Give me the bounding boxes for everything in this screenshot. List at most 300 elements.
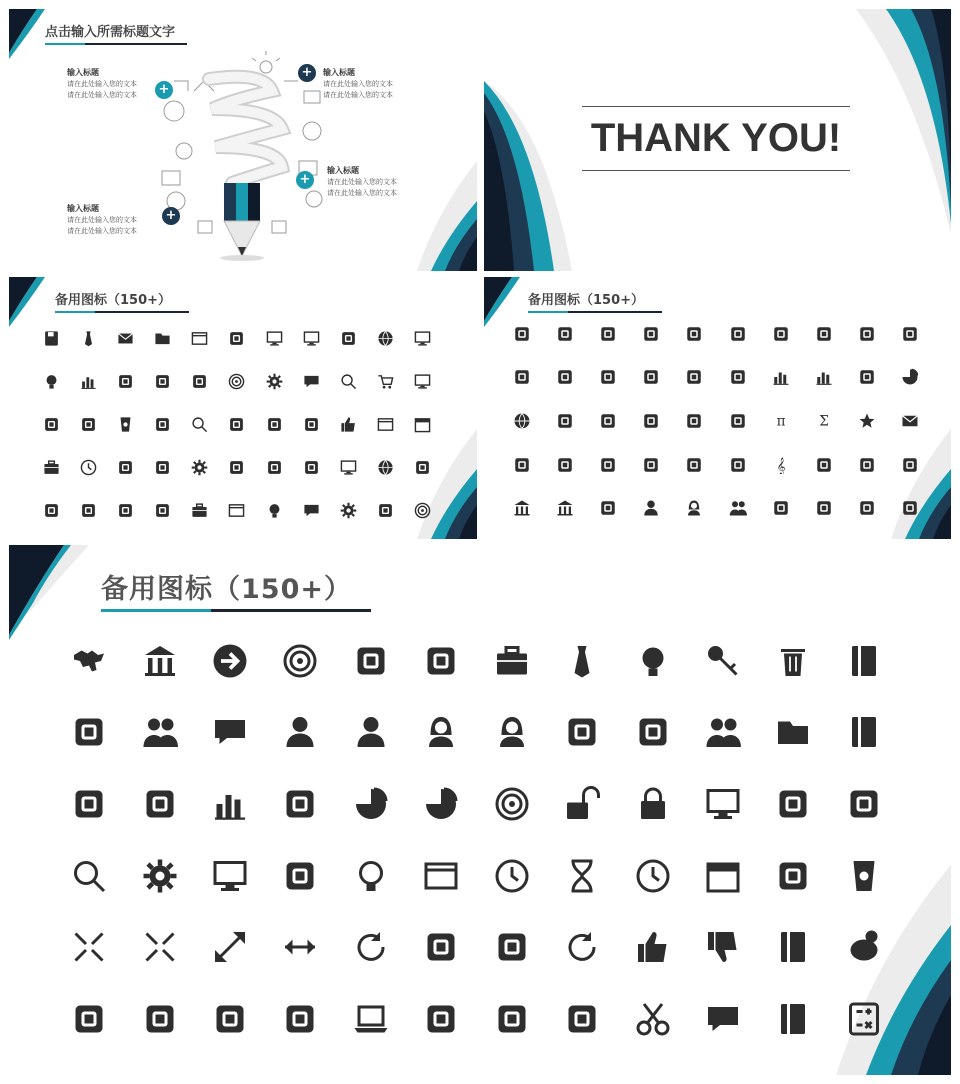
target-icon <box>404 489 441 532</box>
growth-chart-icon <box>265 768 335 840</box>
thumbs-down-icon <box>688 912 758 984</box>
edit-doc-icon <box>218 403 255 446</box>
desk-lamp-icon-glyph <box>212 1001 248 1037</box>
brain-icon-glyph <box>685 412 703 430</box>
id-card-2-icon <box>617 697 687 769</box>
award-icon-glyph <box>858 499 876 517</box>
student-desk-icon-glyph <box>772 499 790 517</box>
set-square-icon-glyph <box>815 325 833 343</box>
callout-heading: 输入标题 <box>323 68 355 77</box>
folder-open-icon <box>758 697 828 769</box>
desk-lamp-icon <box>195 983 265 1055</box>
search-doc-icon-glyph <box>340 373 357 390</box>
bulb-icon-glyph <box>43 373 60 390</box>
telescope-icon <box>500 443 543 487</box>
mouse-icon-glyph <box>282 1001 318 1037</box>
drag-icon-glyph <box>494 929 530 965</box>
puzzle-icon <box>336 625 406 697</box>
pie-chart-2-icon-glyph <box>423 786 459 822</box>
castle-icon-glyph <box>599 499 617 517</box>
bar-chart-icon <box>195 768 265 840</box>
pi-icon <box>759 399 802 443</box>
globe-icon <box>500 399 543 443</box>
monitor-icon <box>256 317 293 360</box>
briefcase-icon <box>476 625 546 697</box>
callout-bottom-left <box>67 203 177 237</box>
award-icon <box>846 486 889 530</box>
image-icon <box>218 489 255 532</box>
slide-2[interactable] <box>484 9 951 271</box>
clock-icon-glyph <box>80 459 97 476</box>
callout-heading: 输入标题 <box>67 204 99 213</box>
magnifier-icon-glyph <box>191 416 208 433</box>
test-tube-icon-glyph <box>513 368 531 386</box>
certificate-icon-glyph <box>901 499 919 517</box>
pie-icon <box>889 356 932 400</box>
gear-search-icon-glyph <box>340 502 357 519</box>
certificate-doc-icon-glyph <box>564 1001 600 1037</box>
slide-5[interactable] <box>9 545 951 1075</box>
slide-1[interactable] <box>9 9 477 271</box>
arrow-circle-icon-glyph <box>212 643 248 679</box>
browser-gear-icon <box>181 317 218 360</box>
sigma-icon <box>802 399 845 443</box>
abacus-icon <box>889 312 932 356</box>
glasses-icon-glyph <box>154 416 171 433</box>
woman-glasses-icon-glyph <box>494 714 530 750</box>
board-chart-icon-glyph <box>142 786 178 822</box>
callout-text: 请在此处输入您的文本 <box>327 178 397 186</box>
pencils-icon-glyph <box>117 373 134 390</box>
puzzle-icon-glyph <box>353 643 389 679</box>
callout-text: 请在此处输入您的文本 <box>67 216 137 224</box>
reader-icon-glyph <box>729 456 747 474</box>
speaker-podium-icon-glyph <box>71 714 107 750</box>
callout-top-left <box>67 67 177 101</box>
newspaper-icon <box>406 625 476 697</box>
bulb-outline-icon-glyph <box>353 858 389 894</box>
slide-title: 备用图标（150+） <box>528 293 645 308</box>
bulb-icon-glyph <box>635 643 671 679</box>
person-chat-icon <box>195 697 265 769</box>
cloud-monitor-icon <box>404 317 441 360</box>
person-chat-icon-glyph <box>303 502 320 519</box>
smartphone-icon-glyph <box>80 502 97 519</box>
bulb-idea-icon-glyph <box>266 502 283 519</box>
lock-icon-glyph <box>635 786 671 822</box>
sun-icon-glyph <box>599 456 617 474</box>
compass-icon-glyph <box>858 325 876 343</box>
gears-icon-glyph <box>142 858 178 894</box>
protractor-icon-glyph <box>772 325 790 343</box>
girl-icon <box>673 486 716 530</box>
network-icon <box>293 403 330 446</box>
ruler-icon <box>716 312 759 356</box>
violin-icon-glyph <box>815 456 833 474</box>
violin-icon <box>802 443 845 487</box>
rotate-hand-icon-glyph <box>564 929 600 965</box>
speaker-podium-icon <box>54 697 124 769</box>
line-chart-icon <box>404 446 441 489</box>
growth-chart-icon-glyph <box>282 786 318 822</box>
calendar-20-icon <box>688 840 758 912</box>
vending-icon <box>829 768 899 840</box>
microscope-icon-glyph <box>642 412 660 430</box>
coffee-cup-icon-glyph <box>846 858 882 894</box>
flask-icon <box>543 356 586 400</box>
sine-icon-glyph <box>599 325 617 343</box>
sigma-icon-glyph <box>815 412 833 430</box>
edit-doc-icon-glyph <box>228 416 245 433</box>
museum-icon-glyph <box>513 499 531 517</box>
credit-card-icon <box>256 446 293 489</box>
thank-you-banner <box>582 106 850 171</box>
piggy-bank-icon-glyph <box>846 929 882 965</box>
building-icon <box>124 625 194 697</box>
slide-title: 备用图标（150+） <box>55 293 172 308</box>
id-card-icon <box>547 697 617 769</box>
tie-icon <box>70 317 107 360</box>
lock-icon <box>617 768 687 840</box>
sun-icon <box>586 443 629 487</box>
planner-icon-glyph <box>775 1001 811 1037</box>
router-icon <box>107 489 144 532</box>
slide-4[interactable] <box>484 277 951 539</box>
hourglass-icon <box>547 840 617 912</box>
tie-icon <box>547 625 617 697</box>
compass-rose-icon <box>586 399 629 443</box>
slide-title: 备用图标（150+） <box>101 574 352 605</box>
code-icon-glyph <box>228 330 245 347</box>
planner-icon <box>758 983 828 1055</box>
chromosome-icon-glyph <box>729 412 747 430</box>
speaker-icon <box>144 489 181 532</box>
scatter-icon <box>846 356 889 400</box>
folder-chart-icon-glyph <box>775 786 811 822</box>
plus-marker[interactable]: + <box>155 81 173 99</box>
plus-marker[interactable]: + <box>162 207 180 225</box>
children-icon <box>716 486 759 530</box>
mug-icon-glyph <box>117 416 134 433</box>
pear-icon <box>673 356 716 400</box>
lamp-icon <box>70 403 107 446</box>
pin-icon <box>144 360 181 403</box>
house-person-icon-glyph <box>377 502 394 519</box>
hourglass-icon-glyph <box>564 858 600 894</box>
house-person-icon <box>367 489 404 532</box>
thumb-icon <box>330 403 367 446</box>
lamp-icon-glyph <box>80 416 97 433</box>
music-notes-icon-glyph <box>901 456 919 474</box>
person-chat-icon <box>293 489 330 532</box>
code-icon <box>218 317 255 360</box>
calculator-icon <box>829 983 899 1055</box>
windows-icon <box>406 840 476 912</box>
pillar-icon <box>543 486 586 530</box>
target-icon-glyph <box>414 502 431 519</box>
laptop-icon-glyph <box>353 1001 389 1037</box>
document-icon-glyph <box>494 1001 530 1037</box>
calendar-20-icon-glyph <box>705 858 741 894</box>
glasses-icon <box>144 403 181 446</box>
pin-icon-glyph <box>154 373 171 390</box>
rule-bottom <box>582 170 850 171</box>
chat-icon <box>293 360 330 403</box>
set-square-icon <box>802 312 845 356</box>
student-icon-glyph <box>685 456 703 474</box>
suitcase-icon-glyph <box>191 502 208 519</box>
horizontal-arrows-icon <box>265 912 335 984</box>
unlock-icon <box>547 768 617 840</box>
slide-4-title-block <box>528 289 662 313</box>
treble-clef-icon <box>759 443 802 487</box>
bar-chart-2-icon <box>802 356 845 400</box>
magnifier-icon-glyph <box>71 858 107 894</box>
tools-icon <box>265 840 335 912</box>
cart-icon-glyph <box>377 373 394 390</box>
globe-gear-icon-glyph <box>377 330 394 347</box>
glasses-icon-glyph <box>815 499 833 517</box>
trash-icon <box>758 625 828 697</box>
binders-icon <box>758 840 828 912</box>
horizontal-arrows-icon-glyph <box>282 929 318 965</box>
slide-3-title-block <box>55 289 189 313</box>
phone-gear-icon-glyph <box>340 330 357 347</box>
id-card-icon-glyph <box>564 714 600 750</box>
key-icon <box>688 625 758 697</box>
callout-heading: 输入标题 <box>67 68 99 77</box>
ruler-icon-glyph <box>729 325 747 343</box>
laptop-icon <box>336 983 406 1055</box>
scissors-icon <box>617 983 687 1055</box>
dna-icon <box>630 356 673 400</box>
pie-chart-icon-glyph <box>353 786 389 822</box>
id-card-2-icon-glyph <box>635 714 671 750</box>
slide-1-title-block <box>45 21 187 45</box>
plus-marker[interactable]: + <box>298 64 316 82</box>
telescope-icon-glyph <box>513 456 531 474</box>
folder-open-icon-glyph <box>775 714 811 750</box>
printer-icon <box>107 446 144 489</box>
atom-icon <box>586 356 629 400</box>
tap-icon <box>406 912 476 984</box>
compass-icon <box>846 312 889 356</box>
pear-icon-glyph <box>685 368 703 386</box>
castle-icon <box>586 486 629 530</box>
expand-icon-glyph <box>142 929 178 965</box>
music-notes-icon <box>889 443 932 487</box>
chat-icon-glyph <box>303 373 320 390</box>
compass-rose-icon-glyph <box>599 412 617 430</box>
window-image-icon-glyph <box>377 416 394 433</box>
rocket-icon-glyph <box>43 416 60 433</box>
notebook-icon <box>758 912 828 984</box>
woman-glasses-icon <box>476 697 546 769</box>
mail-icon-glyph <box>901 412 919 430</box>
planet-icon-glyph <box>556 456 574 474</box>
contacts-icon-glyph <box>846 714 882 750</box>
person-gear-icon <box>181 446 218 489</box>
pie-chart-icon <box>336 768 406 840</box>
window-image-icon <box>367 403 404 446</box>
key-icon-glyph <box>705 643 741 679</box>
callout-text: 请在此处输入您的文本 <box>67 227 137 235</box>
floppy-icon-glyph <box>43 330 60 347</box>
bar-chart-2-icon-glyph <box>815 368 833 386</box>
molecule-icon-glyph <box>228 459 245 476</box>
icon-grid <box>500 312 932 530</box>
bar-chart-icon-glyph <box>772 368 790 386</box>
thumb-icon-glyph <box>340 416 357 433</box>
radiation-icon-glyph <box>642 325 660 343</box>
museum-icon <box>500 486 543 530</box>
flask-icon-glyph <box>556 368 574 386</box>
map-icon <box>543 399 586 443</box>
shield-globe-icon <box>367 446 404 489</box>
callout-text: 请在此处输入您的文本 <box>323 80 393 88</box>
bar-chart-icon <box>759 356 802 400</box>
slide-3[interactable] <box>9 277 477 539</box>
corner-stripe-top-left <box>9 9 49 59</box>
apple-icon-glyph <box>729 368 747 386</box>
gear-icon <box>256 360 293 403</box>
rotate-hand-icon <box>547 912 617 984</box>
rule-top <box>582 106 850 107</box>
phone-gear-icon <box>330 317 367 360</box>
student-desk-icon <box>759 486 802 530</box>
scatter-icon-glyph <box>858 368 876 386</box>
boy-icon <box>630 486 673 530</box>
thumbs-up-icon <box>617 912 687 984</box>
woman-icon-glyph <box>423 714 459 750</box>
tools-icon-glyph <box>282 858 318 894</box>
battery-icon-glyph <box>43 502 60 519</box>
stopwatch-icon-glyph <box>635 858 671 894</box>
target-rings-icon-glyph <box>494 786 530 822</box>
cloud-monitor-icon-glyph <box>414 330 431 347</box>
handshake-icon-glyph <box>705 714 741 750</box>
sine-icon <box>586 312 629 356</box>
cart-icon <box>367 360 404 403</box>
arrow-circle-icon <box>195 625 265 697</box>
molecule-ring-icon <box>500 312 543 356</box>
chart-circle-icon <box>256 403 293 446</box>
building-icon-glyph <box>142 643 178 679</box>
folder-icon <box>144 317 181 360</box>
gears-icon <box>124 840 194 912</box>
briefcase-icon <box>33 446 70 489</box>
board-chart-icon <box>124 768 194 840</box>
money-monitor-icon-glyph <box>414 373 431 390</box>
pillar-icon-glyph <box>556 499 574 517</box>
brain-icon <box>673 399 716 443</box>
chart-monitor-icon-glyph <box>303 330 320 347</box>
title-underline <box>55 311 189 313</box>
children-icon-glyph <box>729 499 747 517</box>
teacher-icon-glyph <box>642 456 660 474</box>
suitcase-icon <box>181 489 218 532</box>
star-icon-glyph <box>858 412 876 430</box>
diagonal-expand-icon-glyph <box>212 929 248 965</box>
notebook-icon-glyph <box>775 929 811 965</box>
callout-mid-right <box>327 165 437 199</box>
people-icon <box>124 697 194 769</box>
businessman-icon <box>336 697 406 769</box>
money-monitor-icon <box>404 360 441 403</box>
magnet-icon <box>543 312 586 356</box>
bars-icon <box>70 360 107 403</box>
router-icon-glyph <box>117 502 134 519</box>
boy-icon-glyph <box>642 499 660 517</box>
pencil-staircase-illustration <box>154 51 334 261</box>
callout-top-right <box>323 67 433 101</box>
glasses-icon <box>802 486 845 530</box>
office-chair-icon <box>124 983 194 1055</box>
smartphone-icon <box>70 489 107 532</box>
callout-heading: 输入标题 <box>327 166 359 175</box>
clock-icon <box>70 446 107 489</box>
svg-text:π: π <box>776 413 786 430</box>
slide-5-title-block <box>101 567 371 612</box>
bulb-idea-icon <box>256 489 293 532</box>
moon-icon-glyph <box>154 459 171 476</box>
speaker-icon-glyph <box>154 502 171 519</box>
title-underline <box>101 609 371 612</box>
biohazard-icon <box>673 312 716 356</box>
shield-globe-icon-glyph <box>377 459 394 476</box>
chat-document-icon <box>688 983 758 1055</box>
scissors-icon-glyph <box>635 1001 671 1037</box>
handshake-icon <box>688 697 758 769</box>
biohazard-icon-glyph <box>685 325 703 343</box>
browser-gear-icon-glyph <box>191 330 208 347</box>
shrink-icon-glyph <box>71 929 107 965</box>
girl-icon-glyph <box>685 499 703 517</box>
guitar-icon <box>846 443 889 487</box>
globe-icon-glyph <box>513 412 531 430</box>
pie-chart-2-icon <box>406 768 476 840</box>
folder-chart-icon <box>758 768 828 840</box>
person-desk-icon <box>54 983 124 1055</box>
atom-icon-glyph <box>599 368 617 386</box>
folder-icon-glyph <box>154 330 171 347</box>
vending-icon-glyph <box>846 786 882 822</box>
dna-icon-glyph <box>642 368 660 386</box>
gear-icon-glyph <box>266 373 283 390</box>
callout-text: 请在此处输入您的文本 <box>67 91 137 99</box>
plus-marker[interactable]: + <box>296 171 314 189</box>
clock-icon <box>476 840 546 912</box>
globe-gear-icon <box>367 317 404 360</box>
stopwatch-icon <box>617 840 687 912</box>
businessman-icon-glyph <box>353 714 389 750</box>
envelope-icon <box>107 317 144 360</box>
diagonal-expand-icon <box>195 912 265 984</box>
contacts-icon <box>829 697 899 769</box>
target-rings-icon <box>476 768 546 840</box>
windows-icon-glyph <box>423 858 459 894</box>
bulb-icon <box>33 360 70 403</box>
drag-icon <box>476 912 546 984</box>
floppy-icon <box>33 317 70 360</box>
mouse-icon <box>265 983 335 1055</box>
monitor-gear-icon-glyph <box>705 786 741 822</box>
moon-icon <box>144 446 181 489</box>
teacher-icon <box>630 443 673 487</box>
molecule-icon <box>218 446 255 489</box>
treble-clef-icon-glyph <box>772 456 790 474</box>
book-icon <box>829 625 899 697</box>
